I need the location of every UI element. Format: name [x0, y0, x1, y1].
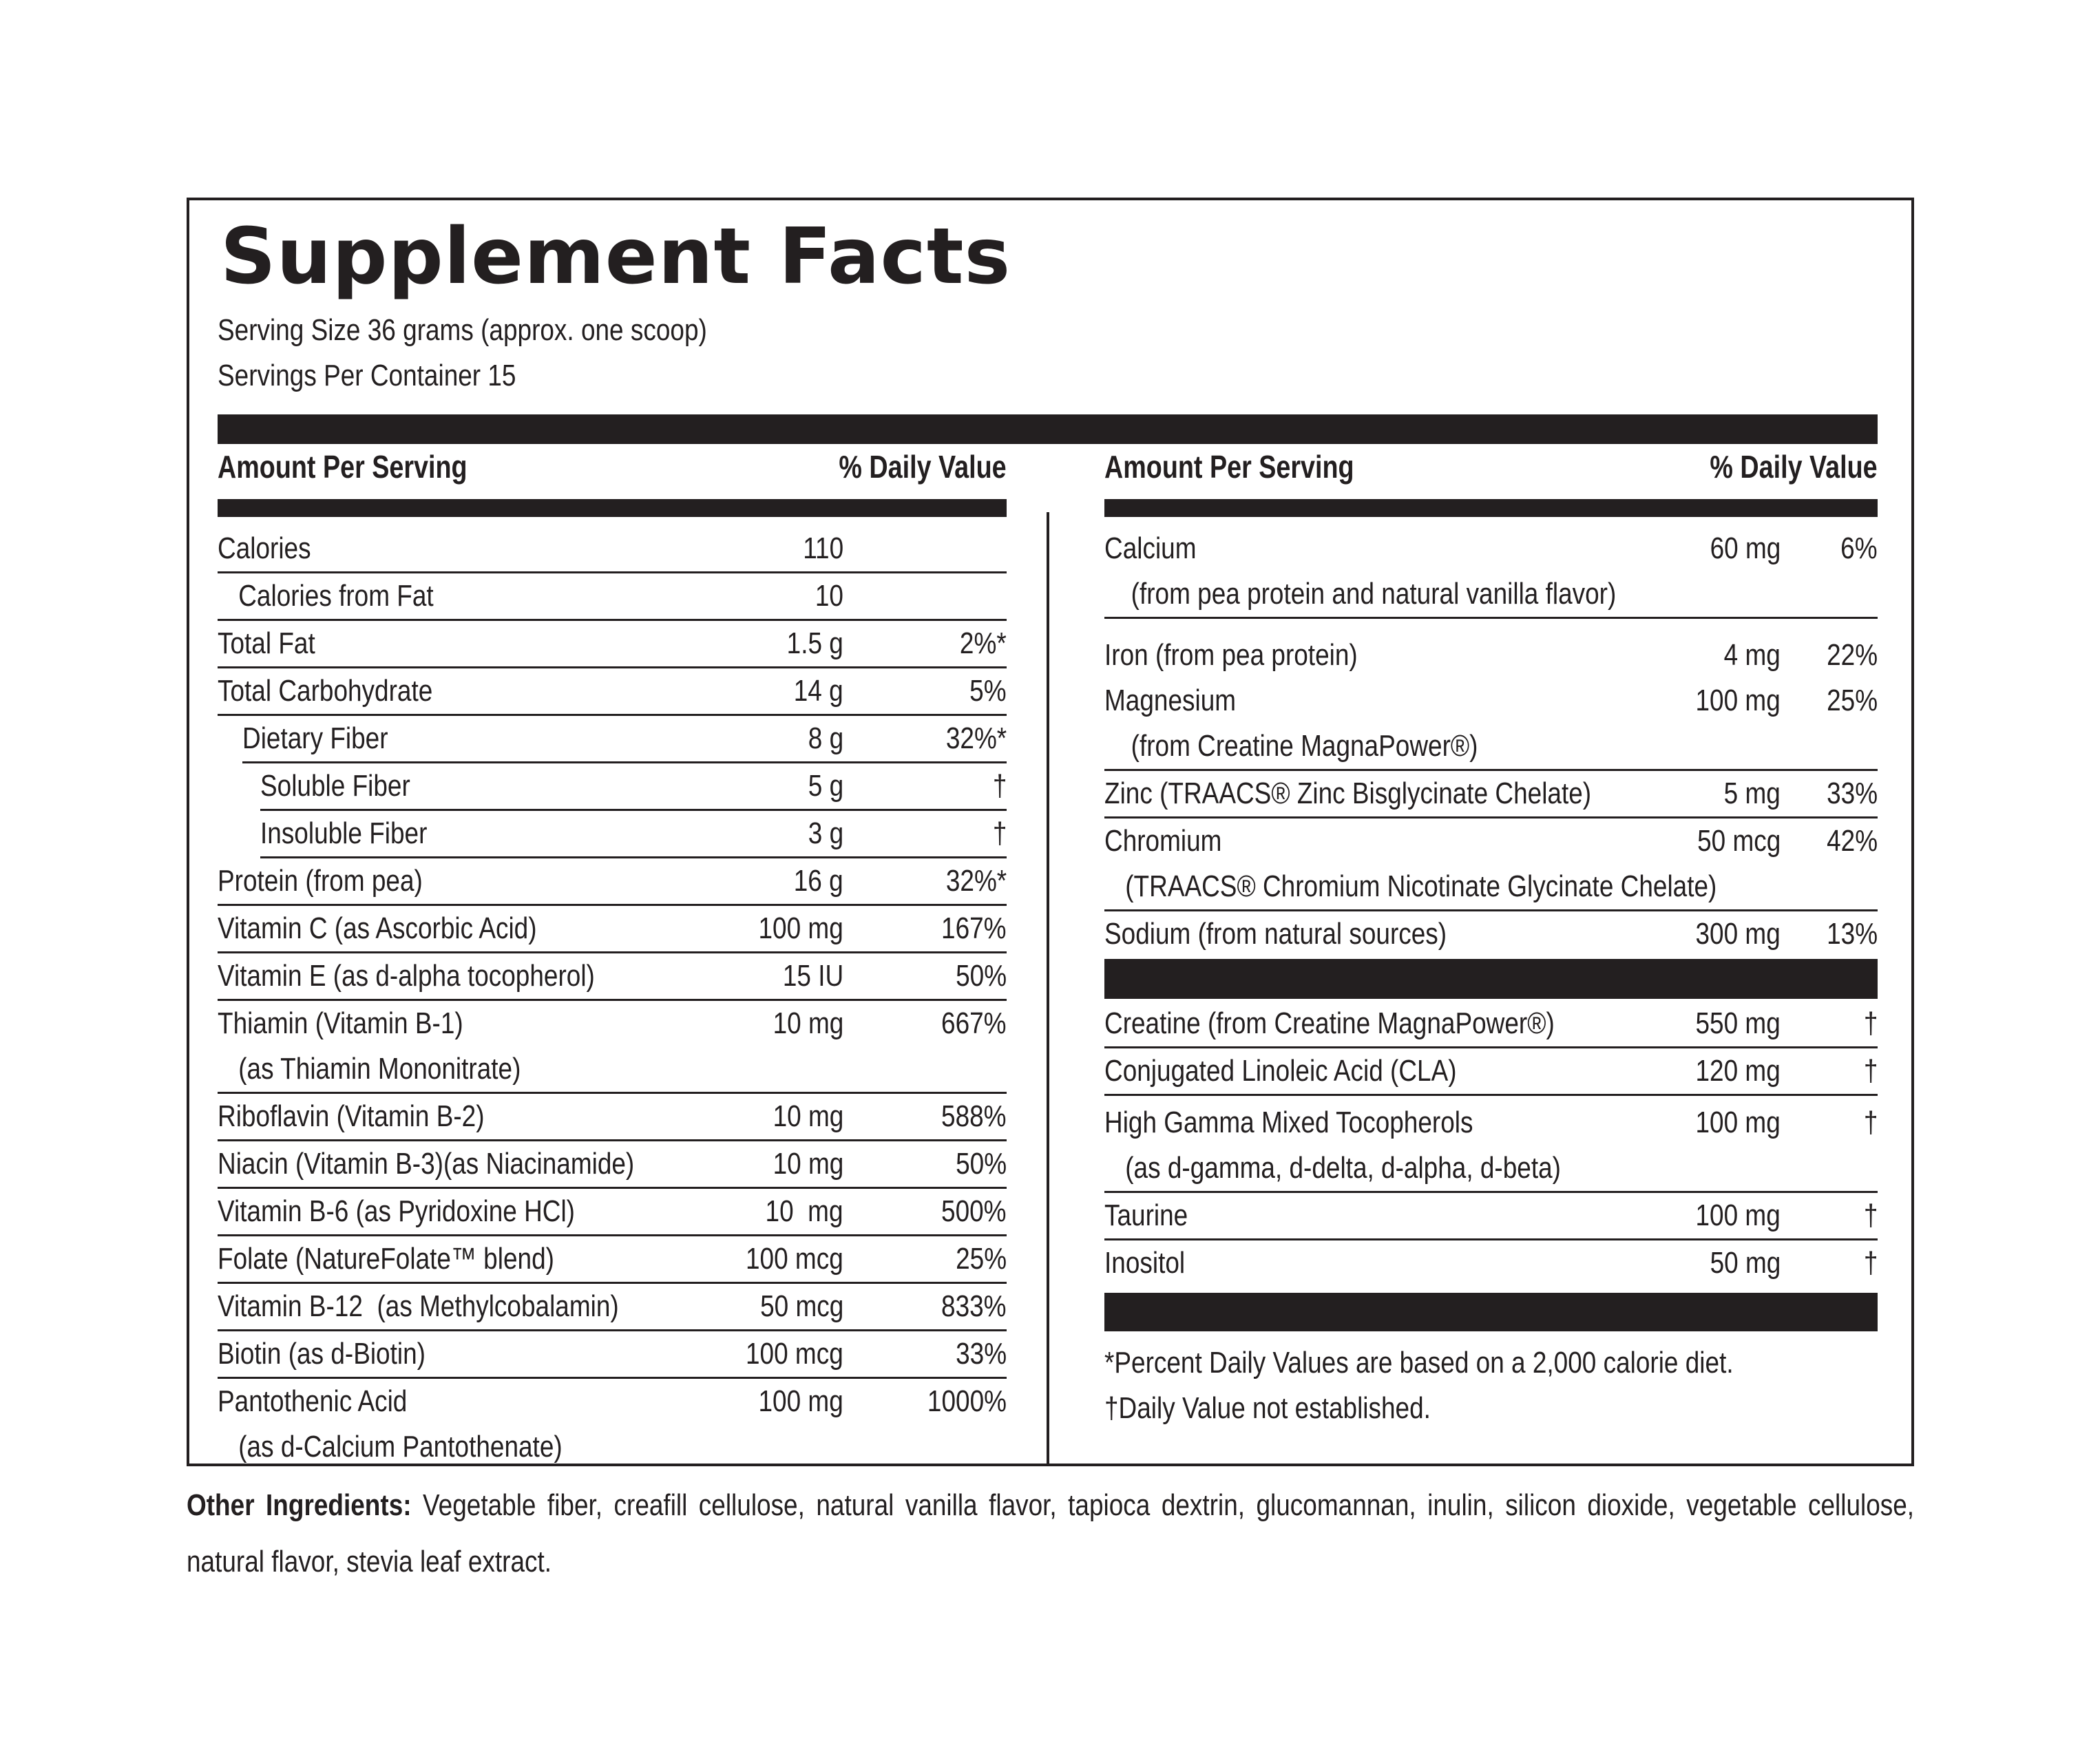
nutrient-row	[218, 1094, 1007, 1141]
nutrient-name	[1104, 526, 1616, 617]
nutrient-name	[218, 1379, 563, 1470]
servings-per-container: Servings Per Container 15	[218, 359, 516, 392]
nutrient-daily-value: 167%	[941, 911, 1007, 945]
other-ingredients-label: Other Ingredients:	[187, 1488, 412, 1522]
nutrient-daily-value: †	[992, 769, 1007, 803]
nutrient-name: Dietary Fiber	[242, 721, 388, 755]
nutrient-name-main: Magnesium	[1104, 684, 1237, 717]
nutrient-name	[1104, 1100, 1561, 1191]
nutrient-name: Sodium (from natural sources)	[1104, 917, 1447, 951]
footnote-percent-daily-value: *Percent Daily Values are based on a 2,000 calorie diet.	[1104, 1346, 1734, 1380]
nutrient-name-source: (as d-Calcium Pantothenate)	[238, 1430, 563, 1464]
column-divider	[1047, 512, 1049, 1466]
nutrient-row	[260, 811, 1007, 858]
footnote-daily-value-not-established: †Daily Value not established.	[1104, 1391, 1431, 1425]
nutrient-amount: 3 g	[808, 816, 843, 850]
nutrient-name: Folate (NatureFolate™ blend)	[218, 1242, 554, 1276]
nutrient-row	[218, 1001, 1007, 1094]
nutrient-daily-value: 33%	[1827, 777, 1878, 810]
nutrient-amount: 60 mg	[1710, 531, 1781, 565]
nutrient-daily-value: 2%*	[960, 626, 1007, 660]
nutrient-row	[218, 1284, 1007, 1331]
nutrient-daily-value: 500%	[941, 1194, 1007, 1228]
section-separator-bar	[1104, 1293, 1878, 1331]
nutrient-name: Vitamin E (as d-alpha tocopherol)	[218, 959, 595, 993]
nutrient-row	[1104, 1001, 1878, 1048]
nutrient-amount: 4 mg	[1723, 638, 1781, 672]
nutrient-daily-value: 667%	[941, 1006, 1007, 1040]
nutrient-amount: 300 mg	[1695, 917, 1781, 951]
nutrient-name: Total Fat	[218, 626, 315, 660]
nutrient-name-main: Chromium	[1104, 824, 1222, 858]
nutrient-name-main: Thiamin (Vitamin B-1)	[218, 1006, 463, 1040]
nutrient-amount: 100 mg	[1695, 1198, 1781, 1232]
nutrient-amount: 10 mg	[773, 1099, 843, 1133]
right-column-header	[1104, 444, 1878, 499]
nutrient-name: Niacin (Vitamin B-3)(as Niacinamide)	[218, 1147, 635, 1181]
section-separator-bar	[1104, 959, 1878, 999]
nutrient-name-main: Pantothenic Acid	[218, 1384, 408, 1418]
nutrient-amount: 100 mcg	[746, 1242, 843, 1276]
nutrient-row	[218, 668, 1007, 716]
nutrient-daily-value: †	[1863, 1106, 1878, 1139]
nutrient-amount: 100 mg	[1695, 1106, 1781, 1139]
nutrient-name: Vitamin B-12 (as Methylcobalamin)	[218, 1289, 619, 1323]
nutrient-row	[1104, 1193, 1878, 1240]
nutrient-row	[1104, 771, 1878, 818]
nutrient-row	[242, 716, 1007, 763]
nutrient-amount: 50 mcg	[759, 1289, 843, 1323]
nutrient-name: Vitamin C (as Ascorbic Acid)	[218, 911, 537, 945]
nutrient-name: Creatine (from Creatine MagnaPower®)	[1104, 1006, 1555, 1040]
nutrient-daily-value: †	[992, 816, 1007, 850]
nutrient-daily-value: †	[1863, 1006, 1878, 1040]
nutrient-row	[1104, 633, 1878, 678]
nutrient-daily-value: 1000%	[927, 1384, 1007, 1418]
nutrient-name-source: (as Thiamin Mononitrate)	[238, 1052, 521, 1086]
nutrient-daily-value: 32%*	[945, 864, 1007, 898]
nutrient-name-source: (from pea protein and natural vanilla flavor)	[1131, 577, 1617, 611]
nutrient-name: Calories	[218, 531, 311, 565]
nutrient-amount: 5 mg	[1723, 777, 1781, 810]
nutrient-daily-value: 42%	[1827, 824, 1878, 858]
nutrient-name: Calories from Fat	[238, 579, 434, 613]
amount-per-serving-heading: Amount Per Serving	[218, 449, 468, 485]
nutrient-row	[1104, 1048, 1878, 1096]
nutrient-name: Taurine	[1104, 1198, 1188, 1232]
nutrient-name	[1104, 678, 1478, 769]
panel-title: Supplement Facts	[220, 212, 1011, 302]
nutrient-name: Protein (from pea)	[218, 864, 423, 898]
nutrient-amount: 10 mg	[773, 1147, 843, 1181]
nutrient-name-main: High Gamma Mixed Tocopherols	[1104, 1106, 1473, 1139]
nutrient-name	[218, 1001, 521, 1092]
nutrient-row	[218, 526, 1007, 573]
nutrient-daily-value: †	[1863, 1246, 1878, 1280]
nutrient-row	[1104, 1240, 1878, 1286]
nutrient-daily-value: 50%	[956, 959, 1007, 993]
nutrient-amount: 15 IU	[782, 959, 843, 993]
nutrient-daily-value: 25%	[1827, 684, 1878, 717]
nutrient-daily-value: 32%*	[945, 721, 1007, 755]
nutrient-amount: 110	[803, 531, 843, 565]
serving-size: Serving Size 36 grams (approx. one scoop)	[218, 313, 707, 347]
nutrient-amount: 5 g	[808, 769, 843, 803]
nutrient-name: Biotin (as d-Biotin)	[218, 1337, 426, 1371]
nutrient-amount: 8 g	[808, 721, 843, 755]
nutrient-amount: 10 mg	[773, 1006, 843, 1040]
nutrient-daily-value: 13%	[1827, 917, 1878, 951]
nutrient-daily-value: 588%	[941, 1099, 1007, 1133]
nutrient-amount: 100 mcg	[746, 1337, 843, 1371]
nutrient-amount: 50 mg	[1710, 1246, 1781, 1280]
nutrient-amount: 1.5 g	[786, 626, 843, 660]
nutrient-name: Insoluble Fiber	[260, 816, 428, 850]
nutrient-row	[218, 621, 1007, 668]
nutrient-row	[218, 1236, 1007, 1284]
nutrient-amount: 10 mg	[766, 1194, 843, 1228]
nutrient-row	[218, 1331, 1007, 1379]
nutrient-amount: 100 mg	[758, 1384, 843, 1418]
nutrient-name: Iron (from pea protein)	[1104, 638, 1358, 672]
nutrient-row	[1104, 1100, 1878, 1193]
nutrient-name: Riboflavin (Vitamin B-2)	[218, 1099, 485, 1133]
nutrient-amount: 14 g	[794, 674, 843, 708]
header-thick-rule	[1104, 499, 1878, 517]
nutrient-row	[218, 1189, 1007, 1236]
nutrient-name: Vitamin B-6 (as Pyridoxine HCl)	[218, 1194, 575, 1228]
nutrient-daily-value: 25%	[956, 1242, 1007, 1276]
other-ingredients	[187, 1477, 1914, 1590]
nutrient-row	[218, 1141, 1007, 1189]
nutrient-name: Inositol	[1104, 1246, 1186, 1280]
nutrient-amount: 100 mg	[758, 911, 843, 945]
nutrient-name: Zinc (TRAACS® Zinc Bisglycinate Chelate)	[1104, 777, 1592, 810]
nutrient-row	[218, 858, 1007, 906]
amount-per-serving-heading: Amount Per Serving	[1104, 449, 1354, 485]
nutrient-daily-value: 50%	[956, 1147, 1007, 1181]
top-thick-bar	[218, 414, 1878, 444]
nutrient-daily-value: 6%	[1840, 531, 1878, 565]
nutrient-row	[1104, 526, 1878, 619]
nutrient-name	[1104, 818, 1716, 909]
nutrient-name-main: Calcium	[1104, 531, 1197, 565]
nutrient-name: Soluble Fiber	[260, 769, 410, 803]
nutrient-amount: 550 mg	[1695, 1006, 1781, 1040]
nutrient-row	[1104, 911, 1878, 957]
nutrient-row	[1104, 818, 1878, 911]
nutrient-daily-value: 5%	[969, 674, 1007, 708]
right-column	[1104, 444, 1878, 1431]
nutrient-row	[218, 1379, 1007, 1470]
nutrient-row	[218, 906, 1007, 953]
nutrient-amount: 100 mg	[1695, 684, 1781, 717]
nutrient-name-source: (from Creatine MagnaPower®)	[1131, 729, 1478, 763]
header-thick-rule	[218, 499, 1007, 517]
nutrient-name-source: (as d-gamma, d-delta, d-alpha, d-beta)	[1125, 1151, 1561, 1185]
nutrient-row	[260, 763, 1007, 811]
nutrient-daily-value: 33%	[956, 1337, 1007, 1371]
nutrient-row	[1104, 678, 1878, 771]
left-column-header	[218, 444, 1007, 499]
nutrient-daily-value: †	[1863, 1054, 1878, 1088]
nutrient-amount: 120 mg	[1695, 1054, 1781, 1088]
other-ingredients-text: Vegetable fiber, creafill cellulose, natural vanilla flavor, tapioca dextrin, glucomannan, inulin, silicon dioxide, vegetable cellulose, natural flavor, stevia leaf extract.	[187, 1488, 1915, 1578]
nutrient-daily-value: 22%	[1827, 638, 1878, 672]
daily-value-heading: % Daily Value	[1710, 449, 1878, 485]
nutrient-amount: 50 mcg	[1697, 824, 1781, 858]
nutrient-daily-value: †	[1863, 1198, 1878, 1232]
nutrient-row	[218, 953, 1007, 1001]
nutrient-daily-value: 833%	[941, 1289, 1007, 1323]
nutrient-name: Conjugated Linoleic Acid (CLA)	[1104, 1054, 1457, 1088]
nutrient-amount: 16 g	[794, 864, 843, 898]
daily-value-heading: % Daily Value	[839, 449, 1007, 485]
nutrient-amount: 10	[815, 579, 843, 613]
nutrient-row	[218, 573, 1007, 621]
nutrient-name-source: (TRAACS® Chromium Nicotinate Glycinate Chelate)	[1125, 869, 1717, 903]
supplement-facts-panel	[187, 198, 1914, 1466]
left-column	[218, 444, 1007, 1470]
nutrient-name: Total Carbohydrate	[218, 674, 433, 708]
